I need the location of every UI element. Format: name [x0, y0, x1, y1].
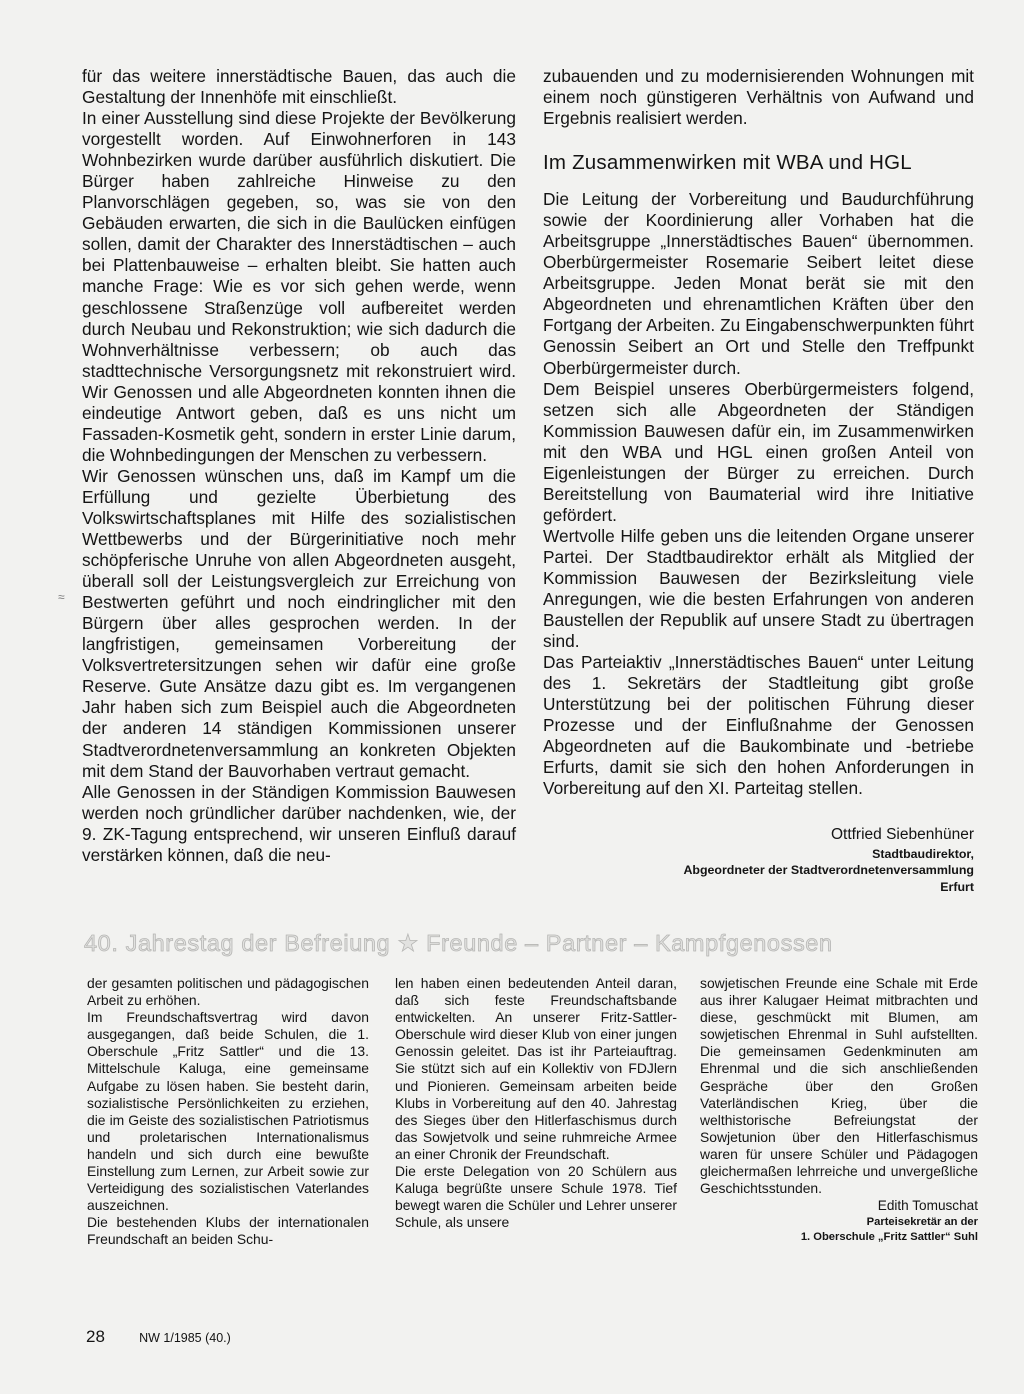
article-column-bottom-2 [395, 975, 677, 1231]
page-number: 28 [86, 1327, 105, 1346]
author-role: Erfurt [940, 879, 974, 894]
paragraph: Das Parteiaktiv „Innerstädtisches Bauen“ unter Leitung des 1. Sekretärs der Stadtleitung gibt große Unterstützung bei der politischen Führung dieser Prozesse und der Einflußnahme der Genossen Abgeordneten auf die Baukombinate und -betriebe Erfurts, damit sie sich den hohen Anforderungen in Vorbereitung auf den XI. Parteitag stellen. [543, 652, 974, 799]
author-role: Stadtbaudirektor, [872, 846, 974, 861]
paragraph: Die bestehenden Klubs der internationalen Freundschaft an beiden Schu- [87, 1214, 369, 1248]
paragraph: zubauenden und zu modernisierenden Wohnungen mit einem noch günstigeren Verhältnis von Aufwand und Ergebnis realisiert werden. [543, 66, 974, 129]
article-column-bottom-1 [87, 975, 369, 1249]
author-signature [700, 1197, 978, 1244]
article-column-right [543, 66, 974, 895]
paragraph: Wertvolle Hilfe geben uns die leitenden Organe unserer Partei. Der Stadtbaudirektor erhält als Mitglied der Kommission Bauwesen der Bezirksleitung viele Anregungen, wie die besten Erfahrungen von anderen Baustellen der Republik auf unsere Stadt zu übertragen sind. [543, 525, 974, 652]
author-role: Parteisekretär an der [866, 1216, 978, 1229]
paragraph: Die erste Delegation von 20 Schülern aus Kaluga begrüßte unsere Schule 1978. Tief bewegt waren die Schüler und Lehrer unserer Schule, als unsere [395, 1163, 677, 1231]
paragraph: Die Leitung der Vorbereitung und Baudurchführung sowie der Koordinierung aller Vorhaben hat die Arbeitsgruppe „Innerstädtisches Bauen“ übernommen. Oberbürgermeister Rosemarie Seibert leitet diese Arbeitsgruppe. Jeden Monat berät sie mit den Abgeordneten und ehrenamtlichen Kräften über den Fortgang der Arbeiten. Zu Eingabenschwerpunkten führt Genossin Seibert an Ort und Stelle den Treffpunkt Oberbürgermeister durch. [543, 189, 974, 378]
paragraph: Im Freundschaftsvertrag wird davon ausgegangen, daß beide Schulen, die 1. Oberschule „Fritz Sattler“ und die 13. Mittelschule Kaluga, eine gemeinsame Aufgabe zu lösen haben. Sie besteht darin, sozialistische Persönlichkeiten zu erziehen, die im Geiste des sozialistischen Patriotismus und proletarischen Internationalismus handeln und sich durch eine bewußte Einstellung zum Lernen, zur Arbeit sowie zur Verteidigung des sozialistischen Vaterlandes auszeichnen. [87, 1009, 369, 1214]
paragraph: In einer Ausstellung sind diese Projekte der Bevölkerung vorgestellt worden. Auf Einwohnerforen in 143 Wohnbezirken wurde darüber ausführlich diskutiert. Die Bürger haben zahlreiche Hinweise zu den Planvorschlägen gegeben, so, was sie von den Gebäuden erwarten, die sich in die Baulücken einfügen sollen, damit der Charakter des Innerstädtischen – auch bei Plattenbauweise – erhalten bleibt. Sie hatten auch manche Frage: Wie es vor sich gehen werde, wenn geschlossene Straßenzüge voll aufbereitet werden durch Neubau und Rekonstruktion; wie sich dadurch die Wohnverhältnisse verbessern; ob auch das stadttechnische Versorgungsnetz mit rekonstruiert wird. Wir Genossen und alle Abgeordneten konnten ihnen die eindeutige Antwort geben, daß es uns nicht um Fassaden-Kosmetik geht, sondern in erster Linie darum, die Wohnbedingungen der Menschen zu verbessern. [82, 108, 516, 465]
author-name: Edith Tomuschat [877, 1198, 978, 1214]
author-role: 1. Oberschule „Fritz Sattler“ Suhl [800, 1230, 978, 1243]
author-signature [543, 824, 974, 896]
paragraph: sowjetischen Freunde eine Schale mit Erde aus ihrer Kalugaer Heimat mitbrachten und diese, geschmückt mit Blumen, am sowjetischen Ehrenmal in Suhl aufstellten. Die gemeinsamen Gedenkminuten am Ehrenmal und die sich anschließenden Gespräche über den Großen Vaterländischen Krieg, über die welthistorische Befreiungstat der Sowjetunion über den Hitlerfaschismus waren für unsere Schüler und Pädagogen gleichermaßen lehrreiche und unvergeßliche Geschichtsstunden. [700, 975, 978, 1197]
section-banner: 40. Jahrestag der Befreiung ★ Freunde – Partner – Kampfgenossen [84, 930, 833, 956]
paragraph: Wir Genossen wünschen uns, daß im Kampf um die Erfüllung und gezielte Überbietung des Volkswirtschaftsplanes mit Hilfe des sozialistischen Wettbewerbs und der Bürgerinitiative noch mehr schöpferische Unruhe von allen Abgeordneten ausgeht, überall soll der Leistungsvergleich zur Erreichung von Bestwerten geführt und noch eindringlicher mit den Bürgern über alles gesprochen werden. In der langfristigen, gemeinsamen Vorbereitung der Volksvertretersitzungen sehen wir dafür eine große Reserve. Gute Ansätze dazu gibt es. Im vergangenen Jahr haben sich zum Beispiel auch die Abgeordneten der anderen 14 ständigen Kommissionen unserer Stadtverordnetenversammlung an konkreten Objekten mit dem Stand der Bauvorhaben vertraut gemacht. [82, 465, 516, 781]
paragraph: Alle Genossen in der Ständigen Kommission Bauwesen werden noch gründlicher darüber nachdenken, wie, der 9. ZK-Tagung entsprechend, wir unseren Einfluß darauf verstärken können, daß die neu- [82, 781, 516, 865]
article-column-bottom-3 [700, 975, 978, 1244]
section-heading: Im Zusammenwirken mit WBA und HGL [543, 151, 912, 175]
issue-info: NW 1/1985 (40.) [139, 1331, 231, 1345]
paragraph: der gesamten politischen und pädagogischen Arbeit zu erhöhen. [87, 975, 369, 1009]
article-column-left [82, 66, 516, 866]
paragraph: len haben einen bedeutenden Anteil daran, daß sich feste Freundschaftsbande entwickelten. An unserer Fritz-Sattler-Oberschule wird dieser Klub von einer jungen Genossin geleitet. Das ist ihr Parteiauftrag. Sie stützt sich auf ein Kollektiv von FDJlern und Pionieren. Gemeinsam arbeiten beide Klubs in Vorbereitung auf den 40. Jahrestag des Sieges über den Hitlerfaschismus durch das Sowjetvolk und seine ruhmreiche Armee an einer Chronik der Freundschaft. [395, 975, 677, 1162]
paragraph: Dem Beispiel unseres Oberbürgermeisters folgend, setzen sich alle Abgeordneten der Ständigen Kommission Bauwesen dafür ein, im Zusammenwirken mit den WBA und HGL einen großen Anteil von Eigenleistungen der Bürger zu erreichen. Durch Bereitstellung von Baumaterial wird ihre Initiative gefördert. [543, 378, 974, 525]
margin-mark: ≈ [58, 590, 65, 604]
paragraph: für das weitere innerstädtische Bauen, das auch die Gestaltung der Innenhöfe mit einschließt. [82, 66, 516, 108]
author-role: Abgeordneter der Stadtverordnetenversammlung [683, 863, 974, 877]
page-footer [86, 1327, 231, 1347]
author-name: Ottfried Siebenhüner [830, 825, 974, 843]
